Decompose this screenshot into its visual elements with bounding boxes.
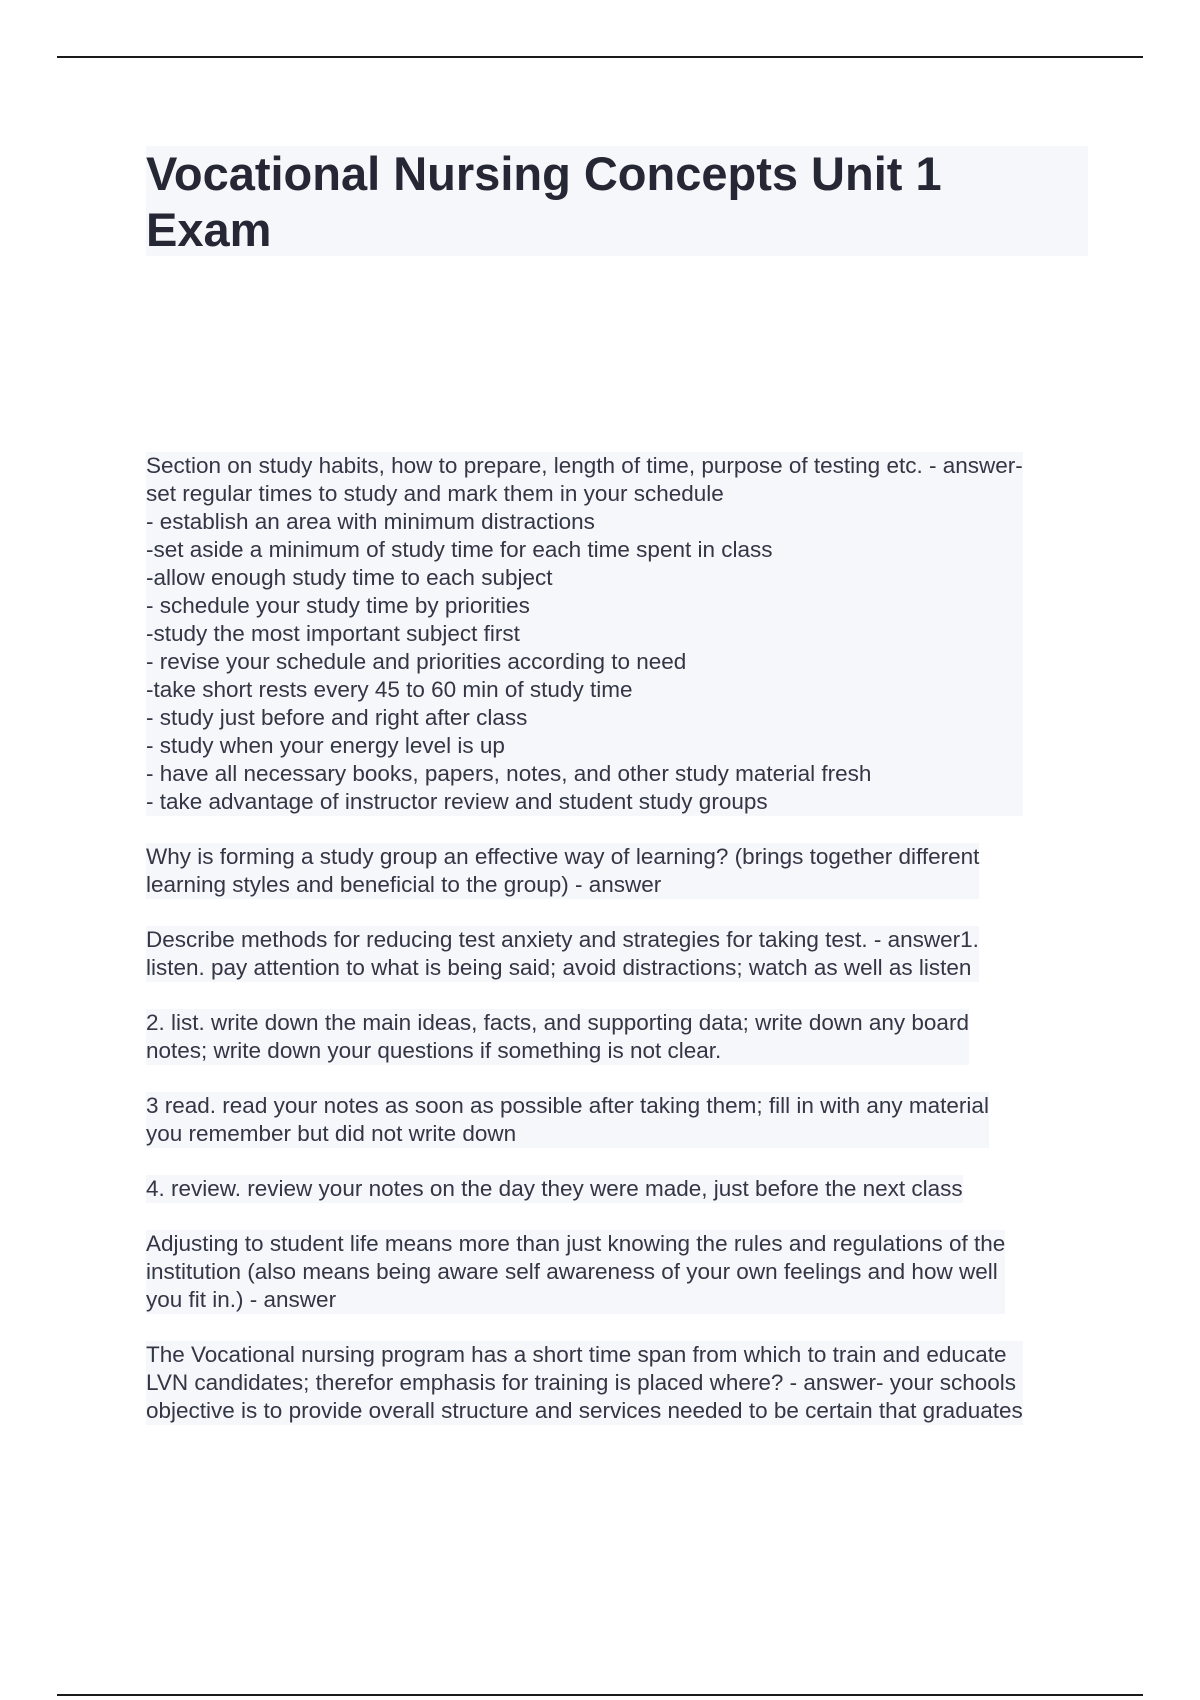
text-line: -allow enough study time to each subject	[146, 565, 553, 590]
title-line-2: Exam	[146, 203, 272, 256]
text-line: Adjusting to student life means more than just knowing the rules and regulations of the	[146, 1231, 1006, 1256]
qa-block-test-anxiety	[146, 926, 979, 982]
text-line: listen. pay attention to what is being said; avoid distractions; watch as well as listen	[146, 955, 972, 980]
bottom-rule	[57, 1694, 1143, 1696]
text-line: - study just before and right after class	[146, 705, 528, 730]
text-line: Why is forming a study group an effective way of learning? (brings together different	[146, 844, 980, 869]
text-line: -set aside a minimum of study time for each time spent in class	[146, 537, 773, 562]
text-line: - schedule your study time by priorities	[146, 593, 530, 618]
title-block	[146, 146, 1088, 256]
text-line: -take short rests every 45 to 60 min of study time	[146, 677, 633, 702]
document-title	[146, 146, 1088, 258]
text-line: notes; write down your questions if something is not clear.	[146, 1038, 722, 1063]
text-line: - have all necessary books, papers, notes, and other study material fresh	[146, 761, 872, 786]
qa-block-read	[146, 1092, 989, 1148]
text-line: learning styles and beneficial to the group) - answer	[146, 872, 662, 897]
qa-block-list	[146, 1009, 969, 1065]
qa-block-study-group	[146, 843, 979, 899]
text-line: you fit in.) - answer	[146, 1287, 337, 1312]
qa-block-program-emphasis	[146, 1341, 1023, 1425]
text-line: The Vocational nursing program has a short time span from which to train and educate	[146, 1342, 1007, 1367]
qa-block-student-life	[146, 1230, 1005, 1314]
text-line: - establish an area with minimum distractions	[146, 509, 595, 534]
text-line: Describe methods for reducing test anxiety and strategies for taking test. - answer1.	[146, 927, 979, 952]
text-line: you remember but did not write down	[146, 1121, 517, 1146]
text-line: - take advantage of instructor review and student study groups	[146, 789, 768, 814]
text-line: set regular times to study and mark them in your schedule	[146, 481, 724, 506]
document-body	[146, 452, 1096, 1452]
text-line: institution (also means being aware self awareness of your own feelings and how well	[146, 1259, 998, 1284]
text-line: -study the most important subject first	[146, 621, 520, 646]
title-line-1: Vocational Nursing Concepts Unit 1	[146, 147, 942, 200]
top-rule	[57, 56, 1143, 58]
text-line: Section on study habits, how to prepare, length of time, purpose of testing etc. - answer-	[146, 453, 1023, 478]
text-line: 2. list. write down the main ideas, facts, and supporting data; write down any board	[146, 1010, 969, 1035]
qa-block-review	[146, 1175, 963, 1203]
qa-block-study-habits	[146, 452, 1023, 816]
text-line: 4. review. review your notes on the day they were made, just before the next class	[146, 1176, 963, 1201]
text-line: objective is to provide overall structure and services needed to be certain that graduates	[146, 1398, 1023, 1423]
text-line: - study when your energy level is up	[146, 733, 505, 758]
text-line: 3 read. read your notes as soon as possible after taking them; fill in with any material	[146, 1093, 989, 1118]
text-line: - revise your schedule and priorities according to need	[146, 649, 687, 674]
text-line: LVN candidates; therefor emphasis for training is placed where? - answer- your schools	[146, 1370, 1017, 1395]
